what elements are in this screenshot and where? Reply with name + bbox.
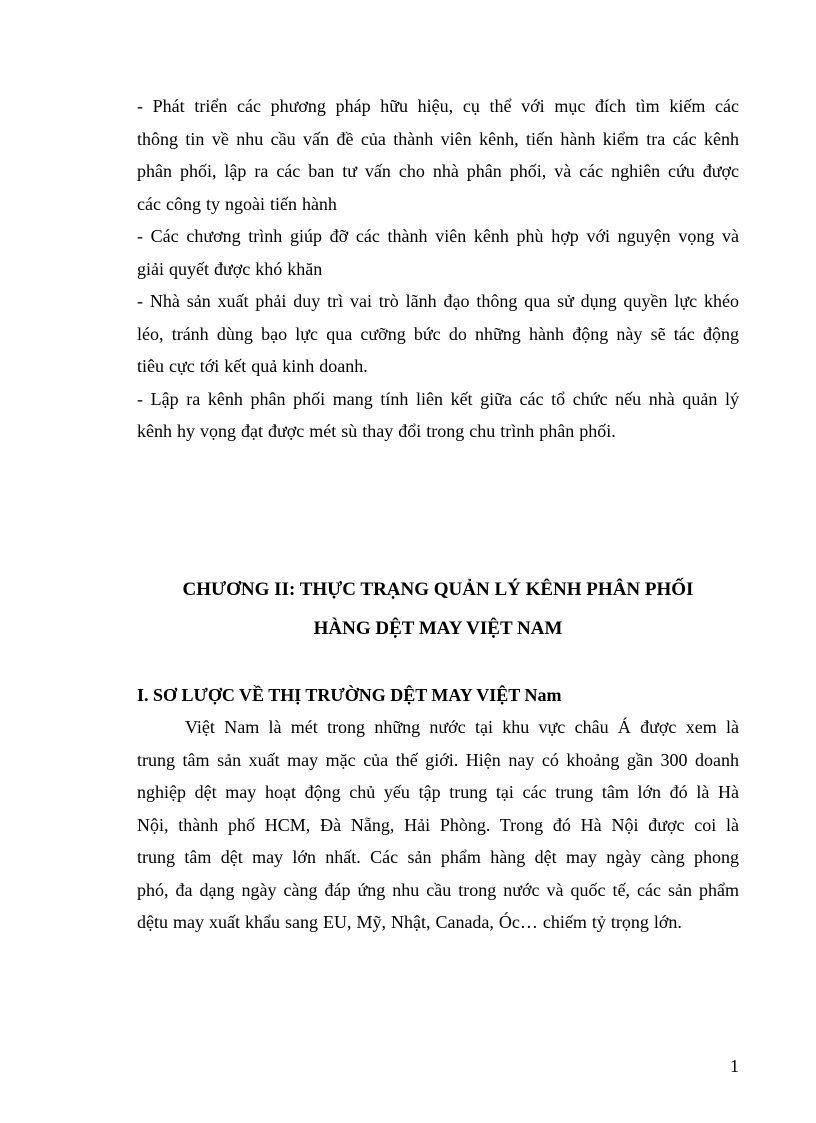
intro-line: - Lập ra kênh phân phối mang tính liên kết giữa các tổ chức nếu nhà quản lý (137, 389, 739, 409)
page-number: 1 (730, 1056, 739, 1076)
intro-line: các công ty ngoài tiến hành (137, 194, 337, 214)
body-line: nghiệp dệt may hoạt động chủ yếu tập trung tại các trung tâm lớn đó là Hà (137, 782, 739, 802)
intro-line: - Nhà sản xuất phải duy trì vai trò lãnh đạo thông qua sử dụng quyền lực khéo (137, 291, 739, 311)
body-line: trung tâm dệt may lớn nhất. Các sản phẩm hàng dệt may ngày càng phong (137, 847, 739, 867)
body-line: Nội, thành phố HCM, Đà Nẵng, Hải Phòng. Trong đó Hà Nội được coi là (137, 815, 739, 835)
intro-line: - Phát triển các phương pháp hữu hiệu, cụ thể với mục đích tìm kiếm các (137, 96, 739, 116)
body-line: phó, đa dạng ngày càng đáp ứng nhu cầu trong nước và quốc tế, các sản phẩm (137, 880, 739, 900)
intro-line: phân phối, lập ra các ban tư vấn cho nhà phân phối, và các nghiên cứu được (137, 161, 739, 181)
body-line: trung tâm sản xuất may mặc của thế giới. Hiện nay có khoảng gần 300 doanh (137, 750, 739, 770)
body-line: dệtu may xuất khẩu sang EU, Mỹ, Nhật, Canada, Óc… chiếm tỷ trọng lớn. (137, 912, 682, 932)
body-line: Việt Nam là mét trong những nước tại khu vực châu Á được xem là (185, 717, 739, 737)
intro-line: giải quyết được khó khăn (137, 259, 323, 279)
chapter-title-line: HÀNG DỆT MAY VIỆT NAM (313, 618, 563, 639)
intro-line: tiêu cực tới kết quả kinh doanh. (137, 356, 368, 376)
chapter-title-line: CHƯƠNG II: THỰC TRẠNG QUẢN LÝ KÊNH PHÂN PHỐI (182, 579, 694, 600)
intro-line: - Các chương trình giúp đỡ các thành viên kênh phù hợp với nguyện vọng và (137, 226, 739, 246)
intro-line: léo, tránh dùng bạo lực qua cưỡng bức do những hành động này sẽ tác động (137, 324, 739, 344)
section-heading: I. SƠ LƯỢC VỀ THỊ TRƯỜNG DỆT MAY VIỆT Nam (137, 685, 562, 705)
intro-line: kênh hy vọng đạt được mét sù thay đổi trong chu trình phân phối. (137, 421, 616, 441)
intro-line: thông tin về nhu cầu vấn đề của thành viên kênh, tiến hành kiểm tra các kênh (137, 129, 739, 149)
